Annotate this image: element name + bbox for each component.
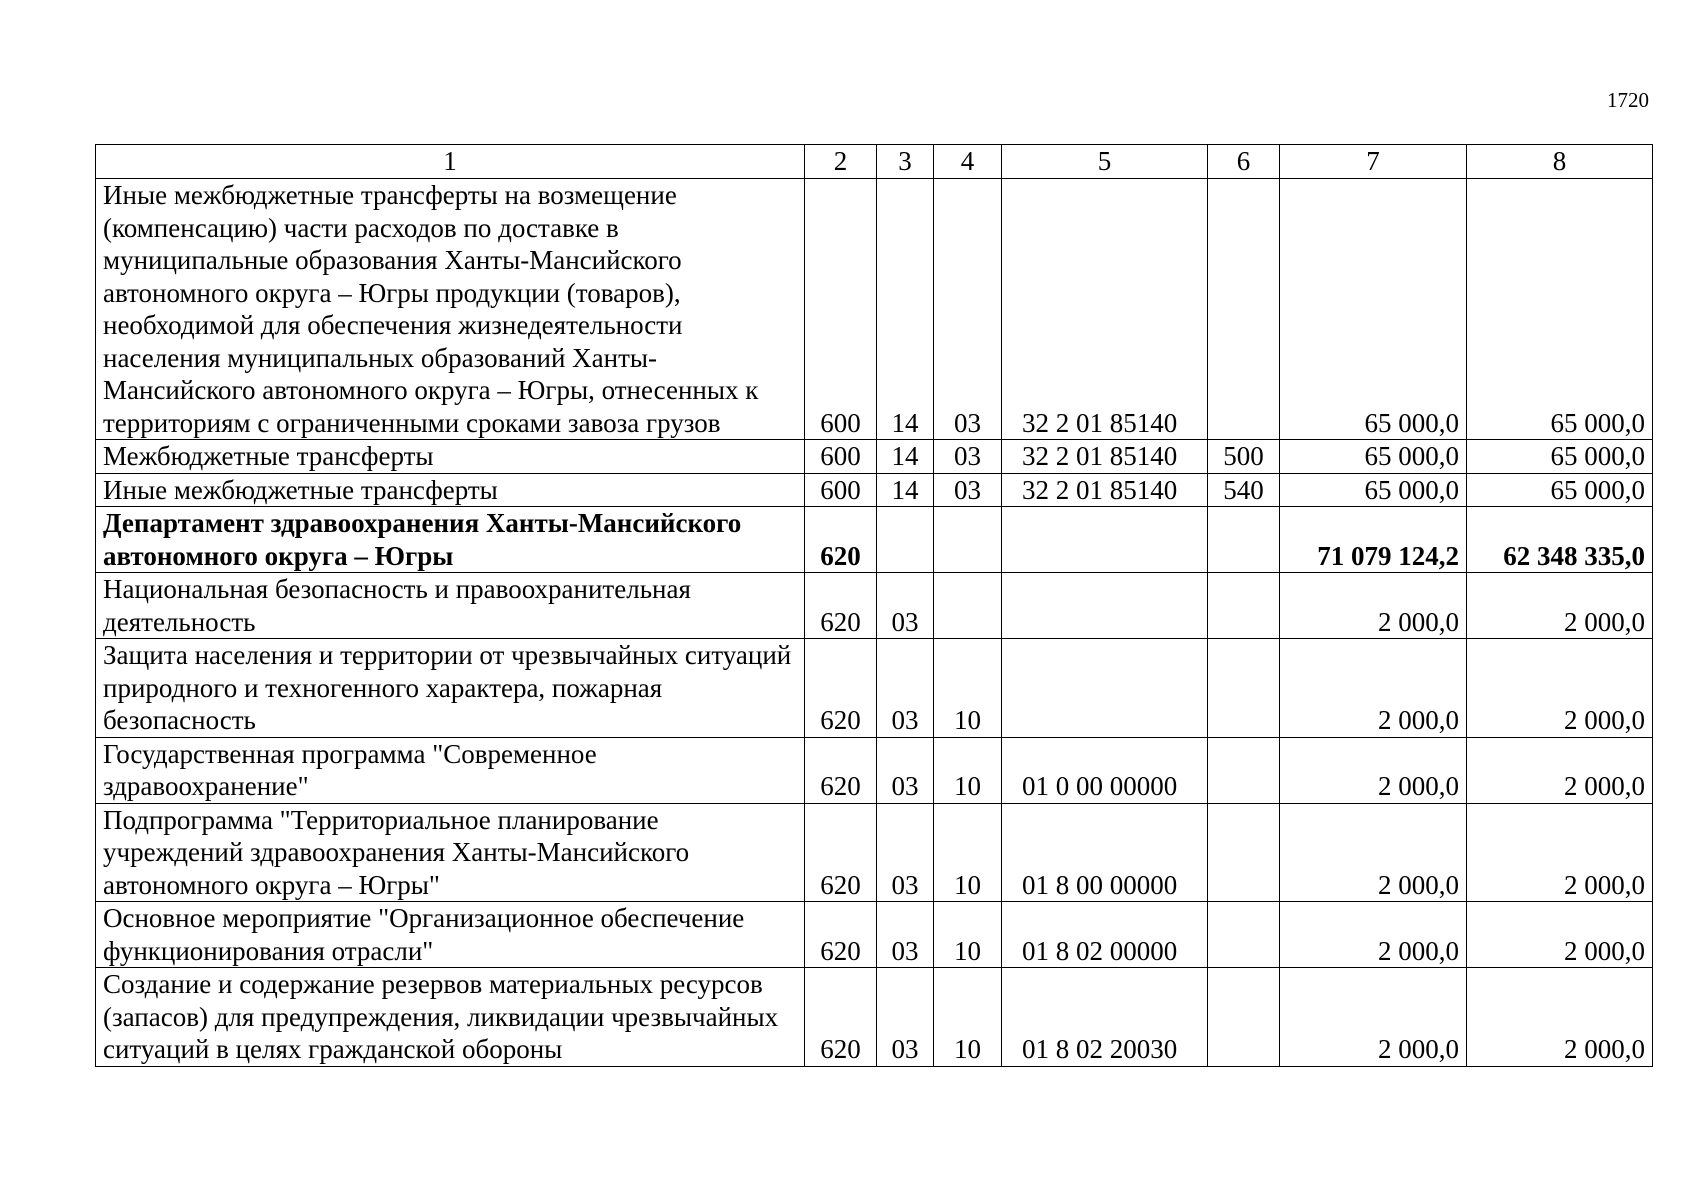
row-code-3-cell: 03 bbox=[877, 737, 934, 803]
row-code-4-cell: 03 bbox=[934, 440, 1002, 474]
row-code-5-cell: 01 8 00 00000 bbox=[1002, 803, 1208, 902]
row-amount-8-cell: 62 348 335,0 bbox=[1467, 507, 1653, 573]
row-name-cell: Межбюджетные трансферты bbox=[96, 440, 805, 474]
row-code-6-cell bbox=[1208, 507, 1280, 573]
row-amount-7-cell: 71 079 124,2 bbox=[1280, 507, 1467, 573]
row-code-6-cell bbox=[1208, 902, 1280, 968]
row-name-cell: Государственная программа "Современное здравоохранение" bbox=[96, 737, 805, 803]
row-code-6-cell bbox=[1208, 573, 1280, 639]
row-code-3-cell: 03 bbox=[877, 573, 934, 639]
row-code-4-cell: 03 bbox=[934, 473, 1002, 507]
page-number: 1720 bbox=[1607, 88, 1649, 112]
header-cell-3: 3 bbox=[877, 145, 934, 179]
row-code-6-cell bbox=[1208, 803, 1280, 902]
header-cell-2: 2 bbox=[805, 145, 877, 179]
row-code-4-cell: 10 bbox=[934, 902, 1002, 968]
row-code-2-cell: 620 bbox=[805, 803, 877, 902]
header-cell-4: 4 bbox=[934, 145, 1002, 179]
row-amount-8-cell: 2 000,0 bbox=[1467, 968, 1653, 1067]
header-cell-8: 8 bbox=[1467, 145, 1653, 179]
row-code-2-cell: 620 bbox=[805, 737, 877, 803]
table-row bbox=[96, 507, 1653, 573]
row-code-4-cell: 10 bbox=[934, 639, 1002, 738]
row-code-6-cell: 500 bbox=[1208, 440, 1280, 474]
table-row bbox=[96, 639, 1653, 738]
row-amount-8-cell: 2 000,0 bbox=[1467, 639, 1653, 738]
table-body bbox=[96, 145, 1653, 1067]
row-name-cell: Создание и содержание резервов материальных ресурсов (запасов) для предупреждения, ликвидации чрезвычайных ситуаций в целях гражданской обороны bbox=[96, 968, 805, 1067]
header-cell-7: 7 bbox=[1280, 145, 1467, 179]
row-amount-8-cell: 2 000,0 bbox=[1467, 737, 1653, 803]
table-row bbox=[96, 968, 1653, 1067]
row-amount-7-cell: 65 000,0 bbox=[1280, 179, 1467, 440]
row-code-3-cell bbox=[877, 507, 934, 573]
row-name-cell: Национальная безопасность и правоохранительная деятельность bbox=[96, 573, 805, 639]
row-code-5-cell bbox=[1002, 507, 1208, 573]
row-code-6-cell bbox=[1208, 737, 1280, 803]
row-amount-8-cell: 2 000,0 bbox=[1467, 803, 1653, 902]
row-code-5-cell: 01 0 00 00000 bbox=[1002, 737, 1208, 803]
row-amount-8-cell: 2 000,0 bbox=[1467, 573, 1653, 639]
row-code-2-cell: 600 bbox=[805, 440, 877, 474]
header-cell-1: 1 bbox=[96, 145, 805, 179]
row-code-5-cell: 32 2 01 85140 bbox=[1002, 473, 1208, 507]
row-amount-7-cell: 65 000,0 bbox=[1280, 473, 1467, 507]
row-code-3-cell: 03 bbox=[877, 902, 934, 968]
row-code-5-cell: 01 8 02 20030 bbox=[1002, 968, 1208, 1067]
row-amount-7-cell: 2 000,0 bbox=[1280, 803, 1467, 902]
row-code-5-cell bbox=[1002, 639, 1208, 738]
row-code-4-cell: 10 bbox=[934, 803, 1002, 902]
row-code-4-cell: 03 bbox=[934, 179, 1002, 440]
budget-table bbox=[95, 144, 1653, 1067]
row-name-cell: Подпрограмма "Территориальное планирование учреждений здравоохранения Ханты-Мансийского автономного округа – Югры" bbox=[96, 803, 805, 902]
table-row bbox=[96, 573, 1653, 639]
table-row bbox=[96, 179, 1653, 440]
row-amount-7-cell: 2 000,0 bbox=[1280, 639, 1467, 738]
row-amount-8-cell: 2 000,0 bbox=[1467, 902, 1653, 968]
row-amount-8-cell: 65 000,0 bbox=[1467, 440, 1653, 474]
table-header-row bbox=[96, 145, 1653, 179]
row-code-3-cell: 14 bbox=[877, 179, 934, 440]
row-amount-7-cell: 2 000,0 bbox=[1280, 573, 1467, 639]
table-row bbox=[96, 902, 1653, 968]
row-name-cell: Основное мероприятие "Организационное обеспечение функционирования отрасли" bbox=[96, 902, 805, 968]
row-name-cell: Защита населения и территории от чрезвычайных ситуаций природного и техногенного характера, пожарная безопасность bbox=[96, 639, 805, 738]
row-code-2-cell: 620 bbox=[805, 639, 877, 738]
row-amount-7-cell: 2 000,0 bbox=[1280, 902, 1467, 968]
row-code-2-cell: 600 bbox=[805, 179, 877, 440]
row-code-3-cell: 03 bbox=[877, 639, 934, 738]
row-amount-7-cell: 2 000,0 bbox=[1280, 968, 1467, 1067]
row-name-cell: Иные межбюджетные трансферты на возмещение (компенсацию) части расходов по доставке в муниципальные образования Ханты-Мансийского автономного округа – Югры продукции (товаров), необходимой для обеспечения жизнедеятельности населения муниципальных образований Ханты-Мансийского автономного округа – Югры, отнесенных к территориям с ограниченными сроками завоза грузов bbox=[96, 179, 805, 440]
row-code-6-cell bbox=[1208, 968, 1280, 1067]
row-code-4-cell bbox=[934, 573, 1002, 639]
row-amount-8-cell: 65 000,0 bbox=[1467, 179, 1653, 440]
row-code-3-cell: 14 bbox=[877, 473, 934, 507]
row-code-4-cell bbox=[934, 507, 1002, 573]
row-amount-7-cell: 2 000,0 bbox=[1280, 737, 1467, 803]
table-row bbox=[96, 440, 1653, 474]
header-cell-6: 6 bbox=[1208, 145, 1280, 179]
row-code-5-cell: 32 2 01 85140 bbox=[1002, 179, 1208, 440]
row-code-3-cell: 14 bbox=[877, 440, 934, 474]
row-code-2-cell: 620 bbox=[805, 902, 877, 968]
row-name-cell: Иные межбюджетные трансферты bbox=[96, 473, 805, 507]
row-code-2-cell: 600 bbox=[805, 473, 877, 507]
row-name-cell: Департамент здравоохранения Ханты-Мансийского автономного округа – Югры bbox=[96, 507, 805, 573]
row-code-5-cell bbox=[1002, 573, 1208, 639]
row-code-2-cell: 620 bbox=[805, 573, 877, 639]
row-amount-7-cell: 65 000,0 bbox=[1280, 440, 1467, 474]
table-row bbox=[96, 737, 1653, 803]
table-row bbox=[96, 473, 1653, 507]
row-code-2-cell: 620 bbox=[805, 507, 877, 573]
row-code-6-cell bbox=[1208, 179, 1280, 440]
row-code-2-cell: 620 bbox=[805, 968, 877, 1067]
row-code-3-cell: 03 bbox=[877, 803, 934, 902]
row-code-5-cell: 01 8 02 00000 bbox=[1002, 902, 1208, 968]
table-row bbox=[96, 803, 1653, 902]
row-code-3-cell: 03 bbox=[877, 968, 934, 1067]
row-code-4-cell: 10 bbox=[934, 968, 1002, 1067]
row-code-6-cell bbox=[1208, 639, 1280, 738]
header-cell-5: 5 bbox=[1002, 145, 1208, 179]
row-code-5-cell: 32 2 01 85140 bbox=[1002, 440, 1208, 474]
row-amount-8-cell: 65 000,0 bbox=[1467, 473, 1653, 507]
row-code-4-cell: 10 bbox=[934, 737, 1002, 803]
row-code-6-cell: 540 bbox=[1208, 473, 1280, 507]
